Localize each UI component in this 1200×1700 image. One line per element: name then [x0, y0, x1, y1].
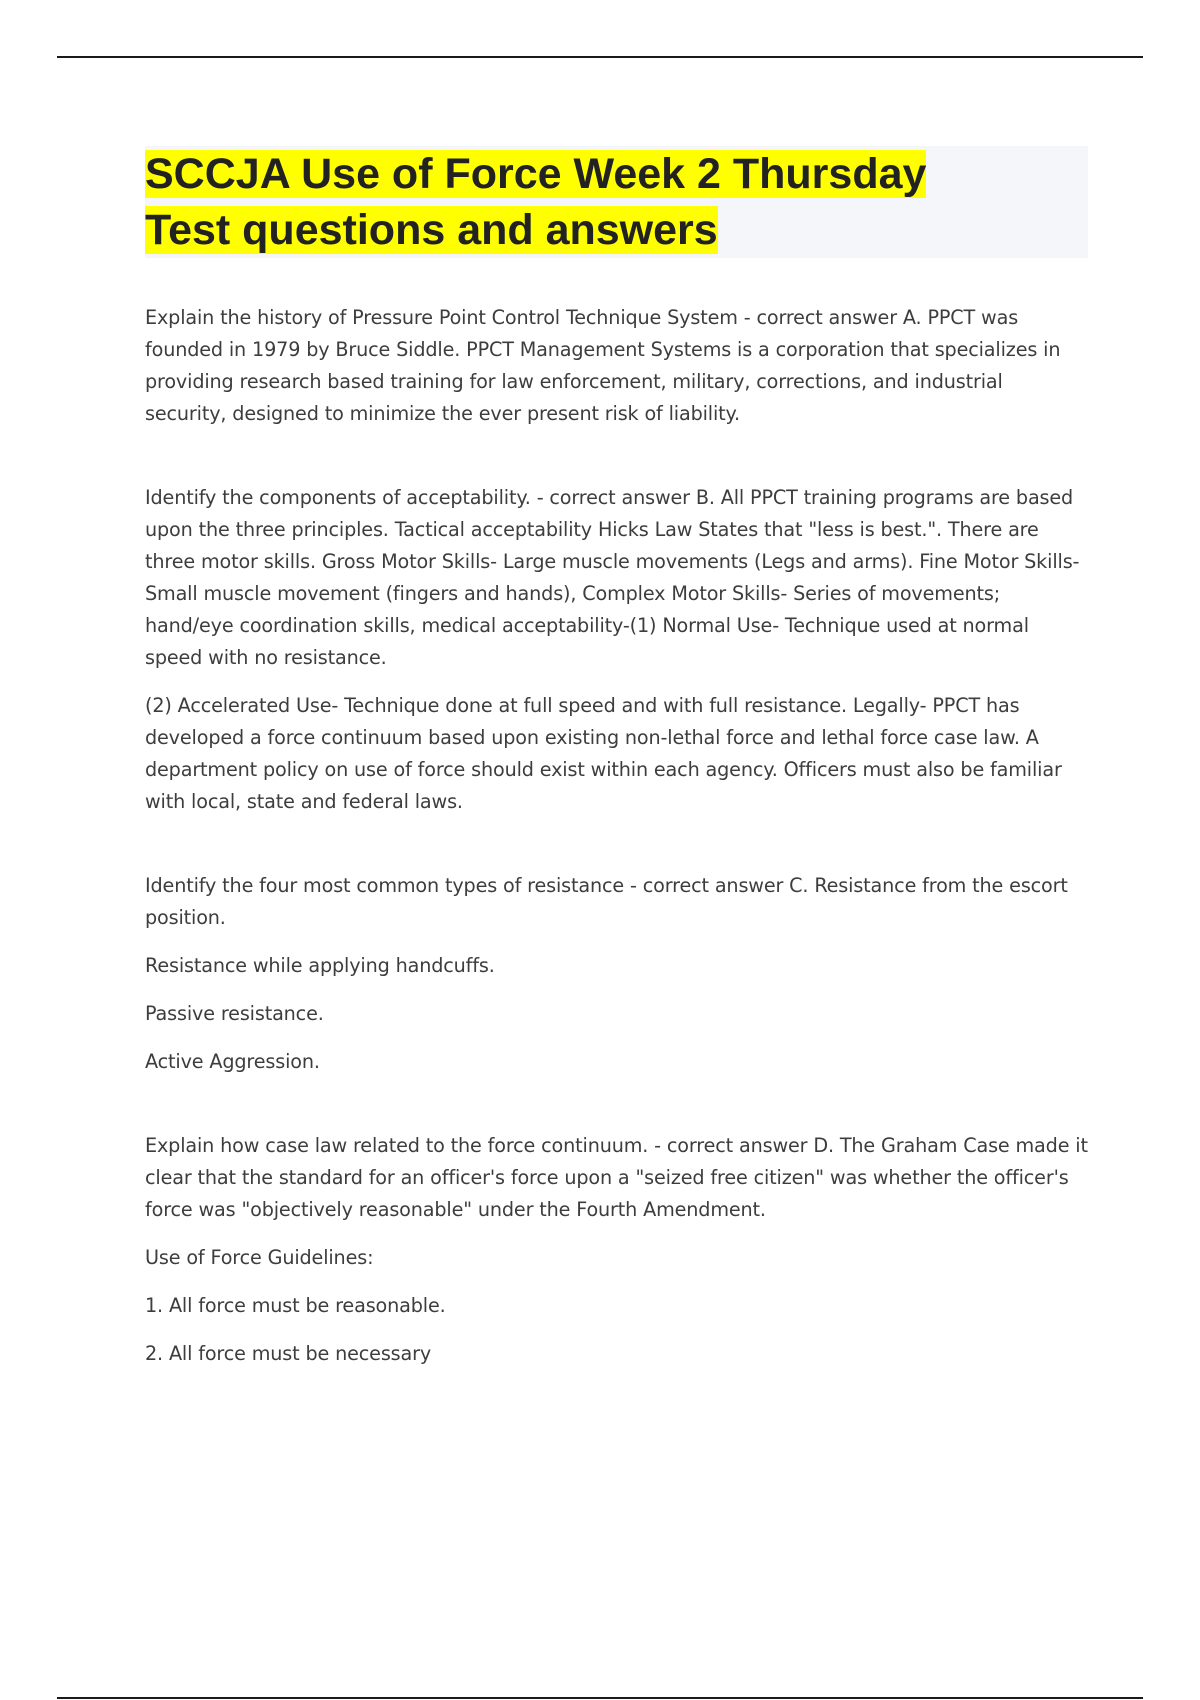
qa-item-b	[145, 482, 1088, 818]
qa-item-a	[145, 302, 1088, 430]
qa-paragraph: Active Aggression.	[145, 1050, 320, 1073]
qa-paragraph: Passive resistance.	[145, 1002, 324, 1025]
top-rule	[57, 56, 1143, 58]
qa-paragraph: Explain the history of Pressure Point Control Technique System - correct answer A. PPCT was founded in 1979 by Bruce Siddle. PPCT Management Systems is a corporation that specializes in providing research based training for law enforcement, military, corrections, and industrial security, designed to minimize the ever present risk of liability.	[145, 306, 1061, 425]
qa-paragraph: 1. All force must be reasonable.	[145, 1294, 446, 1317]
qa-paragraph: (2) Accelerated Use- Technique done at full speed and with full resistance. Legally- PPCT has developed a force continuum based upon existing non-lethal force and lethal force case law. A department policy on use of force should exist within each agency. Officers must also be familiar with local, state and federal laws.	[145, 694, 1062, 813]
qa-item-d	[145, 1130, 1088, 1370]
document-title	[145, 146, 1088, 258]
title-block	[145, 146, 1088, 258]
qa-paragraph: Resistance while applying handcuffs.	[145, 954, 495, 977]
qa-paragraph: 2. All force must be necessary	[145, 1342, 432, 1365]
bottom-rule	[57, 1697, 1143, 1699]
title-line-2: Test questions and answers	[145, 206, 718, 254]
qa-item-c	[145, 870, 1088, 1078]
qa-paragraph: Identify the four most common types of resistance - correct answer C. Resistance from the escort position.	[145, 874, 1068, 929]
qa-paragraph: Use of Force Guidelines:	[145, 1246, 374, 1269]
qa-paragraph: Identify the components of acceptability. - correct answer B. All PPCT training programs are based upon the three principles. Tactical acceptability Hicks Law States that "less is best.". There are three motor skills. Gross Motor Skills- Large muscle movements (Legs and arms). Fine Motor Skills- Small muscle movement (fingers and hands), Complex Motor Skills- Series of movements; hand/eye coordination skills, medical acceptability-(1) Normal Use- Technique used at normal speed with no resistance.	[145, 486, 1080, 669]
qa-paragraph: Explain how case law related to the force continuum. - correct answer D. The Graham Case made it clear that the standard for an officer's force upon a "seized free citizen" was whether the officer's force was "objectively reasonable" under the Fourth Amendment.	[145, 1134, 1088, 1221]
document-page	[145, 146, 1088, 1370]
title-line-1: SCCJA Use of Force Week 2 Thursday	[145, 150, 927, 198]
